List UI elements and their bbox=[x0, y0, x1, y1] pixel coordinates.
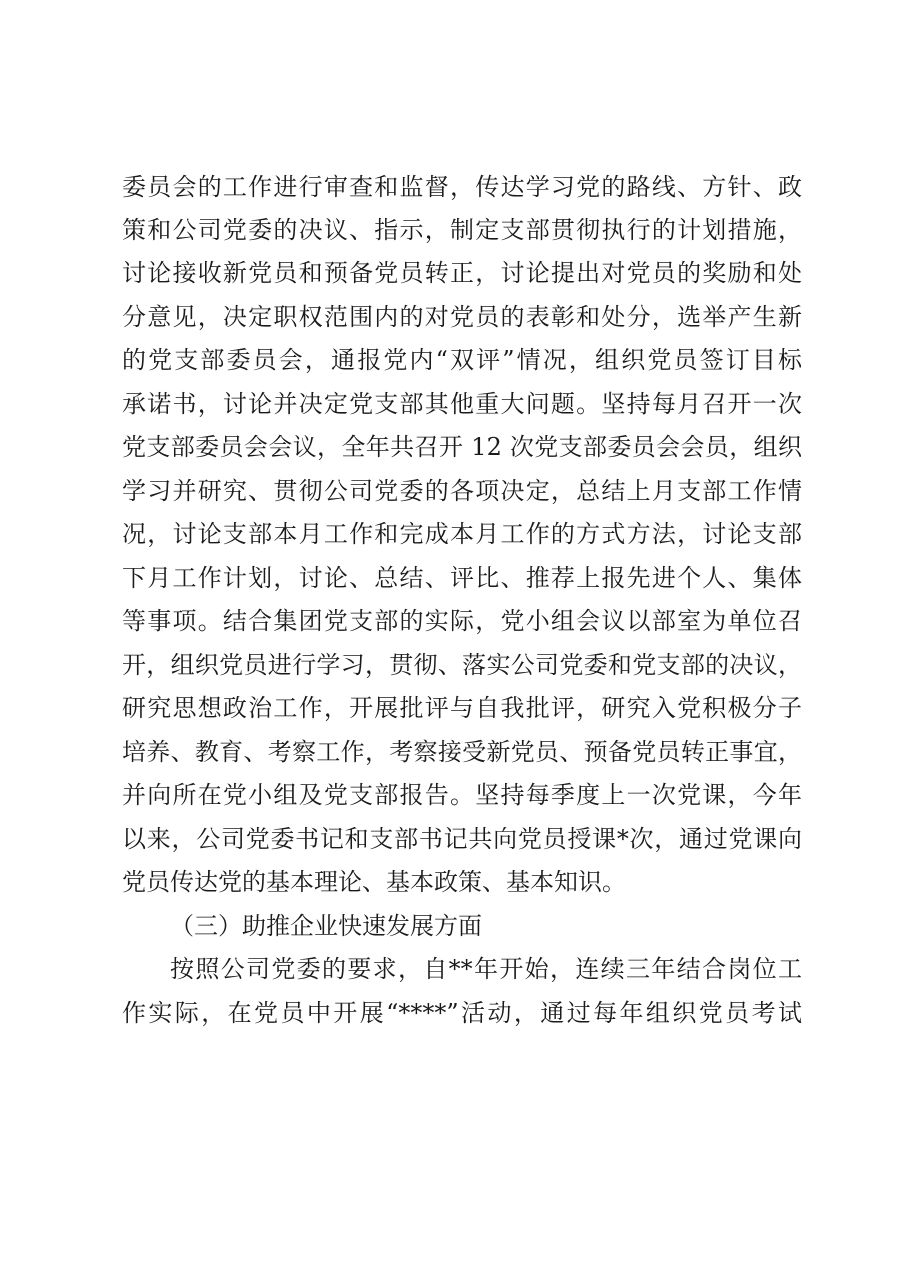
paragraph-line: 开，组织党员进行学习，贯彻、落实公司党委和党支部的决议， bbox=[122, 651, 802, 679]
paragraph-line: 党支部委员会会议，全年共召开 12 次党支部委员会会员，组织 bbox=[122, 433, 802, 461]
paragraph-line: 的党支部委员会，通报党内“双评”情况，组织党员签订目标 bbox=[122, 346, 802, 374]
paragraph-line: 研究思想政治工作，开展批评与自我批评，研究入党积极分子 bbox=[122, 694, 802, 722]
paragraph-line: 委员会的工作进行审查和监督，传达学习党的路线、方针、政 bbox=[122, 173, 802, 201]
paragraph-line: 下月工作计划，讨论、总结、评比、推荐上报先进个人、集体 bbox=[122, 564, 802, 592]
paragraph-line: 作实际，在党员中开展“****”活动，通过每年组织党员考试 bbox=[122, 999, 802, 1027]
paragraph-line: 培养、教育、考察工作，考察接受新党员、预备党员转正事宜， bbox=[122, 738, 802, 766]
section-heading: （三）助推企业快速发展方面 bbox=[170, 912, 482, 940]
paragraph-line: 况，讨论支部本月工作和完成本月工作的方式方法，讨论支部 bbox=[122, 520, 802, 548]
paragraph-line: 以来，公司党委书记和支部书记共向党员授课*次，通过党课向 bbox=[122, 825, 802, 853]
paragraph-line: 分意见，决定职权范围内的对党员的表彰和处分，选举产生新 bbox=[122, 303, 802, 331]
paragraph-line: 策和公司党委的决议、指示，制定支部贯彻执行的计划措施， bbox=[122, 216, 802, 244]
paragraph-line: 按照公司党委的要求，自**年开始，连续三年结合岗位工 bbox=[170, 955, 802, 983]
paragraph-line: 党员传达党的基本理论、基本政策、基本知识。 bbox=[122, 868, 626, 896]
paragraph-line: 等事项。结合集团党支部的实际，党小组会议以部室为单位召 bbox=[122, 607, 802, 635]
paragraph-line: 讨论接收新党员和预备党员转正，讨论提出对党员的奖励和处 bbox=[122, 259, 802, 287]
paragraph-line: 并向所在党小组及党支部报告。坚持每季度上一次党课，今年 bbox=[122, 781, 802, 809]
paragraph-line: 学习并研究、贯彻公司党委的各项决定，总结上月支部工作情 bbox=[122, 477, 802, 505]
paragraph-line: 承诺书，讨论并决定党支部其他重大问题。坚持每月召开一次 bbox=[122, 390, 802, 418]
